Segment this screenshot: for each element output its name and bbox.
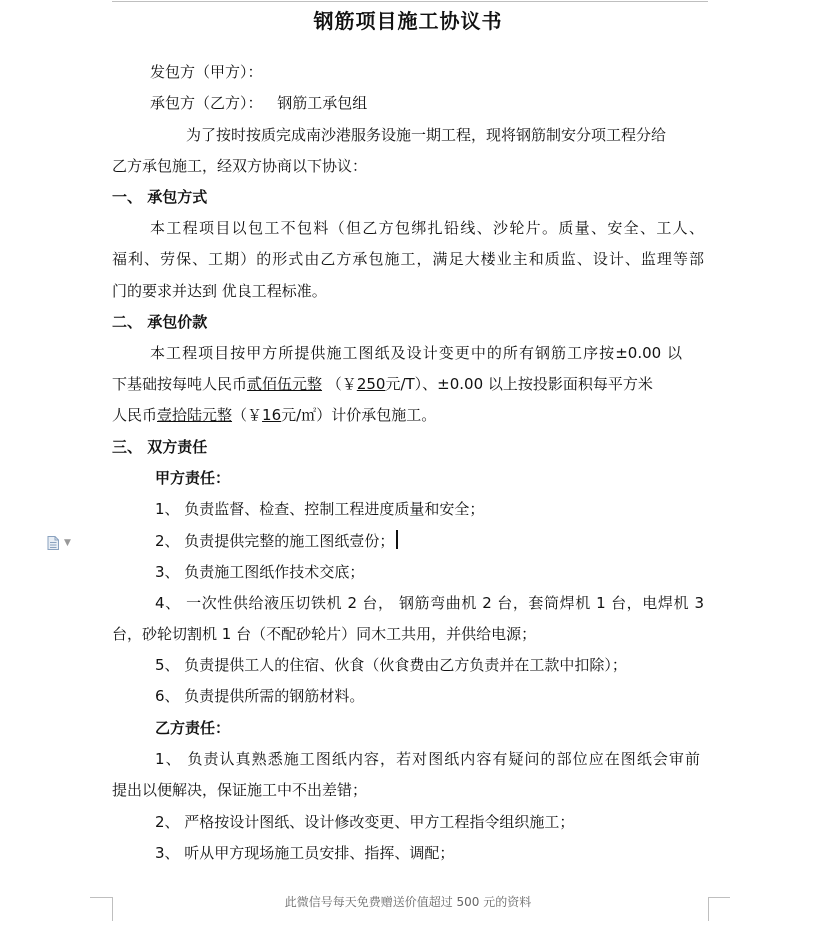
price-text: 元/T）、±0.00 以上按投影面积每平方米 [385,375,653,393]
crop-mark [90,897,112,898]
text-cursor [396,530,398,549]
crop-mark [112,897,113,921]
list-item: 6、 负责提供所需的钢筋材料。 [155,687,365,705]
list-item: 3、 听从甲方现场施工员安排、指挥、调配； [155,844,455,862]
list-item-continued: 台，砂轮切割机 1 台（不配砂轮片）同木工共用，并供给电源； [112,625,537,643]
price-amount: 250 [356,375,386,393]
list-item [155,530,398,551]
section-2-line [112,374,653,394]
chevron-down-icon[interactable]: ▼ [64,538,71,548]
section-1-heading: 一、 承包方式 [112,188,208,206]
list-item: 2、 严格按设计图纸、设计修改变更、甲方工程指令组织施工； [155,813,575,831]
price-text: 元/㎡）计价承包施工。 [281,406,437,424]
price-text: （￥ [232,406,263,424]
list-item: 3、 负责施工图纸作技术交底； [155,563,365,581]
party-a-line: 发包方（甲方）： [150,63,263,81]
header-rule [112,1,708,2]
section-1-line: 福利、劳保、工期）的形式由乙方承包施工，满足大楼业主和质监、设计、监理等部 [112,250,704,268]
intro-line-2: 乙方承包施工，经双方协商以下协议： [112,157,368,175]
list-item: 1、 负责监督、检查、控制工程进度质量和安全； [155,500,485,518]
crop-mark [708,897,709,921]
section-2-line: 本工程项目按甲方所提供施工图纸及设计变更中的所有钢筋工序按±0.00 以 [150,344,682,362]
list-item-continued: 提出以便解决，保证施工中不出差错； [112,781,368,799]
section-1-line: 本工程项目以包工不包料（但乙方包绑扎铅线、沙轮片。质量、安全、工人、 [150,219,704,237]
party-b-duties-heading: 乙方责任： [155,719,231,737]
party-b-line [150,93,367,113]
section-2-heading: 二、 承包价款 [112,313,208,331]
price-amount: 16 [262,406,282,424]
price-text: （￥ [322,375,357,393]
section-3-heading: 三、 双方责任 [112,438,208,456]
section-1-line: 门的要求并达到 优良工程标准。 [112,282,327,300]
party-b-name: 钢筋工承包组 [277,94,368,112]
page-title: 钢筋项目施工协议书 [313,9,503,33]
price-text: 人民币 [112,406,158,424]
party-b-label: 承包方（乙方）： [150,94,263,112]
crop-mark [708,897,730,898]
party-a-duties-heading: 甲方责任： [155,469,231,487]
list-item: 1、 负责认真熟悉施工图纸内容，若对图纸内容有疑问的部位应在图纸会审前 [155,750,700,768]
list-item: 4、 一次性供给液压切铁机 2 台， 钢筋弯曲机 2 台，套筒焊机 1 台，电焊机 3 [155,594,704,612]
footer-note: 此微信号每天免费赠送价值超过 500 元的资料 [284,895,532,909]
list-item: 5、 负责提供工人的住宿、伙食（伙食费由乙方负责并在工款中扣除）； [155,656,627,674]
section-2-line [112,405,436,425]
price-in-words: 壹拾陆元整 [157,406,233,424]
intro-line-1: 为了按时按质完成南沙港服务设施一期工程，现将钢筋制安分项工程分给 [186,126,667,144]
price-text: 下基础按每吨人民币 [112,375,248,393]
document-icon[interactable] [47,536,59,550]
price-in-words: 贰佰伍元整 [247,375,323,393]
list-item-text: 2、 负责提供完整的施工图纸壹份； [155,532,395,550]
